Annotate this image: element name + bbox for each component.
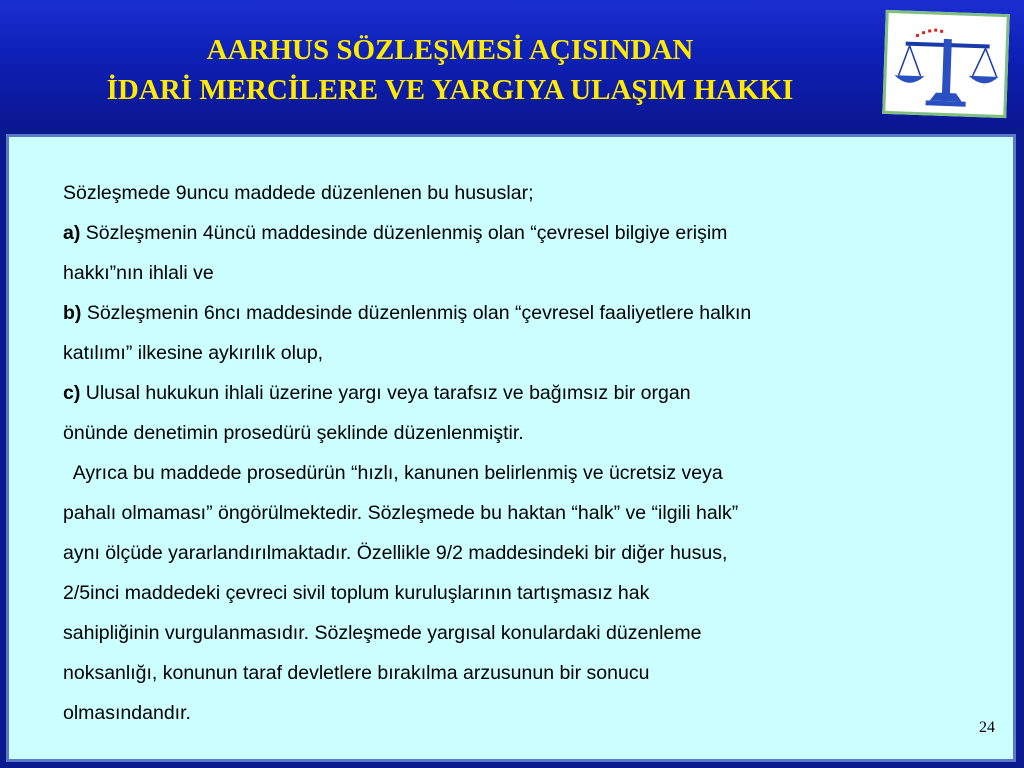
- paragraph-line: 2/5inci maddedeki çevreci sivil toplum kuruluşlarının tartışmasız hak: [63, 582, 650, 604]
- item-c-label: c): [63, 382, 81, 404]
- slide-title: [20, 30, 880, 110]
- title-line-1: AARHUS SÖZLEŞMESİ AÇISINDAN: [206, 34, 694, 66]
- body-text: [63, 173, 993, 733]
- content-panel: [6, 134, 1016, 762]
- paragraph-line: noksanlığı, konunun taraf devletlere bırakılma arzusunun bir sonucu: [63, 662, 650, 684]
- paragraph-line: sahipliğinin vurgulanmasıdır. Sözleşmede yargısal konulardaki düzenleme: [63, 622, 702, 644]
- title-line-2: İDARİ MERCİLERE VE YARGIYA ULAŞIM HAKKI: [106, 74, 794, 106]
- paragraph-line: pahalı olmaması” öngörülmektedir. Sözleşmede bu haktan “halk” ve “ilgili halk”: [63, 502, 739, 524]
- page-number: 24: [979, 719, 995, 736]
- item-b-line-2: katılımı” ilkesine aykırılık olup,: [63, 342, 324, 364]
- item-c-line-2: önünde denetimin prosedürü şeklinde düzenlenmiştir.: [63, 422, 524, 444]
- item-b-label: b): [63, 302, 82, 324]
- slide-header: [0, 0, 1024, 128]
- item-b-line-1: b) Sözleşmenin 6ncı maddesinde düzenlenmiş olan “çevresel faaliyetlere halkın: [63, 302, 752, 324]
- item-a-label: a): [63, 222, 81, 244]
- paragraph-line: Ayrıca bu maddede prosedürün “hızlı, kanunen belirlenmiş ve ücretsiz veya: [63, 462, 723, 484]
- paragraph-line: aynı ölçüde yararlandırılmaktadır. Özellikle 9/2 maddesindeki bir diğer husus,: [63, 542, 728, 564]
- scales-of-justice-icon: [882, 10, 1010, 118]
- paragraph-line: olmasındandır.: [63, 702, 191, 724]
- item-a-line-2: hakkı”nın ihlali ve: [63, 262, 214, 284]
- item-c-line-1: c) Ulusal hukukun ihlali üzerine yargı veya tarafsız ve bağımsız bir organ: [63, 382, 691, 404]
- intro-line: Sözleşmede 9uncu maddede düzenlenen bu hususlar;: [63, 182, 534, 204]
- item-a-line-1: a) Sözleşmenin 4üncü maddesinde düzenlenmiş olan “çevresel bilgiye erişim: [63, 222, 728, 244]
